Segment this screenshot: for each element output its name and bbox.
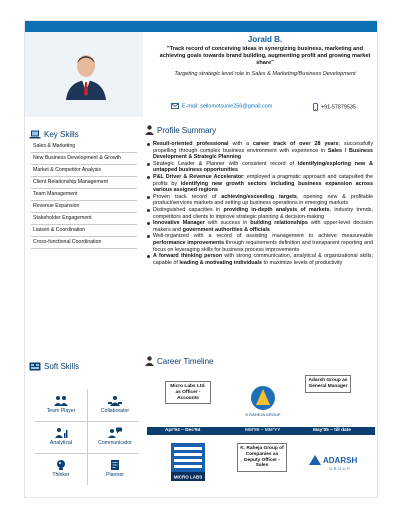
- headline-quote: "Track record of conceiving ideas in synergizing business, marketing and achieving goals towards brand building, augmenting profit and growing market share": [159, 46, 371, 66]
- main-content: [143, 117, 378, 498]
- resume-header: [25, 21, 378, 117]
- thinker-icon: [54, 459, 68, 471]
- profile-text: Distinguished capacities in: [153, 206, 224, 213]
- profile-item: [147, 233, 373, 253]
- profile-summary-title: Profile Summary: [157, 125, 217, 135]
- profile-text: with a: [228, 141, 254, 147]
- k-raheja-logo-text: K RAHEJA GROUP: [245, 412, 281, 417]
- list-item: Revenue Expansion: [31, 201, 137, 213]
- timeline-date-3: May'05 – till date: [313, 428, 351, 433]
- profile-summary-heading: [145, 124, 216, 136]
- planner-icon: [108, 459, 122, 471]
- soft-skills-icon: [29, 362, 41, 371]
- mail-icon: [171, 103, 179, 109]
- list-item: Market & Competitor Analysis: [31, 165, 137, 177]
- list-item: Sales & Marketing: [31, 141, 137, 153]
- career-timeline: [147, 375, 375, 495]
- adarsh-logo-text: ADARSH: [323, 456, 358, 465]
- profile-text: performance improvements: [153, 239, 225, 246]
- adarsh-logo-subtext: GROUP: [329, 466, 352, 471]
- profile-text: through requirements definition and transparent reporting and focus on leveraging skills for business process improvements: [153, 239, 374, 253]
- soft-skill-planner: [91, 459, 139, 478]
- analytics-icon: [54, 427, 68, 439]
- timeline-date-1: Apr'94 – Dec'94: [165, 428, 201, 433]
- soft-skills-heading: [29, 360, 79, 372]
- list-item: New Business Development & Growth: [31, 153, 137, 165]
- profile-text: leading & motivating individuals: [179, 259, 263, 266]
- team-icon: [54, 395, 68, 407]
- micro-labs-logo-text: MICRO LABS: [173, 474, 203, 480]
- soft-skill-analytical: [37, 427, 85, 446]
- profile-text: building relationships: [250, 220, 308, 227]
- profile-item: [147, 174, 373, 194]
- key-skills-list: [31, 141, 137, 249]
- candidate-name: Jorald B.: [247, 35, 283, 44]
- soft-skill-communicator: [91, 427, 139, 446]
- timeline-box-adarsh: Adarsh Group as General Manager: [305, 375, 351, 393]
- profile-text: career track of over 28 years: [253, 141, 339, 147]
- speech-icon: [108, 427, 122, 439]
- list-item: Team Management: [31, 189, 137, 201]
- timeline-box-k-raheja: K. Raheja Group of Companies as Deputy Officer - Sales: [237, 443, 287, 472]
- header-photo-panel: [25, 32, 143, 117]
- profile-text: government authorities & officials: [182, 226, 270, 233]
- divider: [35, 421, 139, 422]
- key-skills-title: Key Skills: [44, 129, 79, 139]
- person-icon: [145, 356, 154, 366]
- soft-skill-collaborator: [91, 395, 139, 414]
- laptop-icon: [29, 130, 41, 139]
- soft-skill-label: Team Player: [46, 408, 76, 414]
- divider: [35, 453, 139, 454]
- divider: [87, 389, 88, 485]
- soft-skill-label: Thinker: [52, 472, 70, 478]
- list-item: Cross-functional Coordination: [31, 237, 137, 249]
- profile-item: [147, 141, 373, 161]
- soft-skill-label: Communicator: [98, 440, 132, 446]
- resume-page: [24, 20, 378, 498]
- profile-text: with upper-level decision makers and: [153, 220, 373, 233]
- profile-text: Innovative Manager: [153, 220, 205, 227]
- header-info: [155, 35, 375, 117]
- soft-skills-title: Soft Skills: [44, 361, 80, 371]
- avatar-icon: [63, 52, 109, 100]
- profile-text: Well-organized with a record of assisting management to achieve measureable: [153, 233, 373, 240]
- list-item: Stakeholder Engagement: [31, 213, 137, 225]
- email-text: E-mail: sellomotsunie256@gmail.com: [182, 103, 273, 110]
- profile-text: with strong communication, analytical & organizational skills; capable of: [153, 253, 373, 266]
- timeline-date-2: MM'95 – MM'YY: [245, 428, 281, 433]
- profile-text: Proven track record of: [153, 193, 222, 200]
- profile-text: Result-oriented professional: [153, 141, 229, 147]
- phone-text: +91-57879535: [321, 104, 356, 111]
- k-raheja-logo: [243, 385, 283, 419]
- profile-item: [147, 161, 373, 174]
- soft-skill-label: Planner: [106, 472, 124, 478]
- profile-text: with success in: [204, 220, 251, 227]
- profile-text: to maximize levels of productivity: [262, 259, 343, 266]
- profile-item: [147, 194, 373, 207]
- soft-skill-thinker: [37, 459, 85, 478]
- sidebar: [25, 117, 143, 498]
- profile-item: [147, 253, 373, 266]
- profile-text: Strategic Leader & Planner with consistent record of: [153, 160, 298, 167]
- profile-text: achieving/exceeding targets: [221, 193, 297, 200]
- profile-text: identifying new growth sectors including business expansion across various assigned regions: [153, 180, 373, 194]
- profile-text: , opening new & profitable product/services markets and setting up business operations in emerging markets: [153, 193, 373, 207]
- soft-skill-label: Collaborator: [100, 408, 130, 414]
- email-contact[interactable]: [171, 103, 272, 109]
- phone-icon: [313, 103, 318, 111]
- list-item: Client Relationship Management: [31, 177, 137, 189]
- handshake-icon: [108, 395, 122, 407]
- profile-text: providing in-depth analysis of markets: [223, 206, 330, 213]
- header-accent-band: [25, 21, 378, 32]
- soft-skill-label: Analytical: [49, 440, 73, 446]
- profile-text: P&L Driver & Revenue Accelerator: [153, 173, 244, 180]
- career-timeline-title: Career Timeline: [157, 356, 214, 366]
- profile-item: [147, 207, 373, 220]
- soft-skills-grid: [35, 389, 139, 489]
- micro-labs-logo: [171, 443, 205, 481]
- contact-row: [155, 103, 375, 113]
- profile-item: [147, 220, 373, 233]
- profile-text: identifying/exploring new & untapped business opportunities: [153, 160, 373, 174]
- profile-text: ; employed a pragmatic approach and catapulted the profits by: [153, 173, 373, 187]
- key-skills-heading: [29, 128, 79, 140]
- profile-text: ; successfully propelling through complex business environment with experience in: [153, 141, 374, 154]
- phone-contact[interactable]: [313, 103, 356, 111]
- adarsh-logo: [307, 451, 367, 473]
- list-item: Liaison & Coordination: [31, 225, 137, 237]
- target-role: Targeting strategic level role in Sales & Marketing/Business Development: [174, 71, 356, 77]
- soft-skill-team-player: [37, 395, 85, 414]
- timeline-box-micro-labs: Micro Labs Ltd. as Officer - Accounts: [165, 381, 211, 404]
- profile-summary-list: [147, 141, 373, 266]
- profile-text: A forward thinking person: [153, 253, 223, 260]
- career-timeline-heading: [145, 355, 213, 367]
- profile-text: Sales / Business Development & Strategic Planning: [153, 147, 373, 161]
- profile-text: , industry trends, competitors and clients to improve strategic planning & decision-making: [153, 206, 373, 220]
- person-icon: [145, 125, 154, 135]
